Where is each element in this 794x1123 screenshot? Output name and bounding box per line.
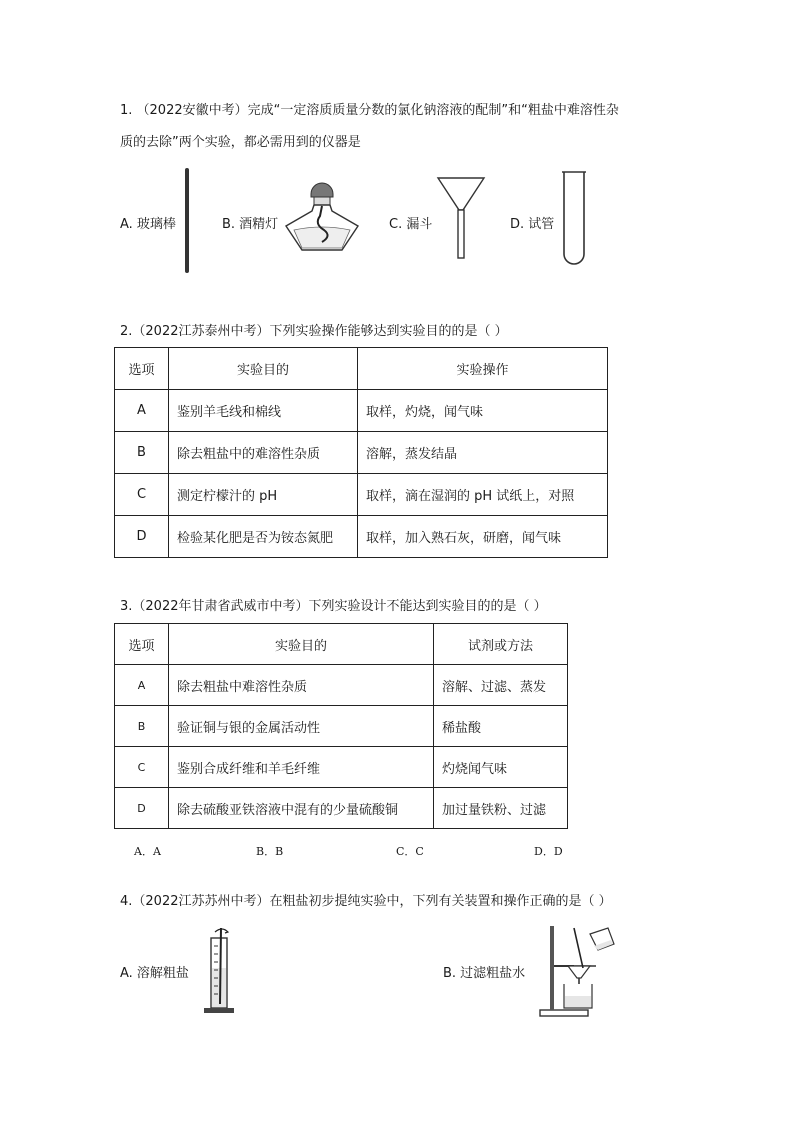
table-cell: 取样，滴在湿润的 pH 试纸上，对照	[358, 474, 608, 516]
table-header-cell: 选项	[115, 348, 169, 390]
alcohol-lamp-icon	[284, 178, 360, 254]
table-cell: 取样，灼烧，闻气味	[358, 390, 608, 432]
table-row	[115, 747, 568, 788]
q3-answer-d: D．D	[534, 845, 563, 858]
q2-table	[114, 347, 608, 558]
q3-table	[114, 623, 568, 829]
table-cell: C	[115, 474, 169, 516]
table-cell: 灼烧闻气味	[434, 747, 568, 788]
q4-option-a: A. 溶解粗盐	[120, 966, 189, 981]
table-cell: D	[115, 788, 169, 829]
table-row	[115, 390, 608, 432]
table-cell: C	[115, 747, 169, 788]
table-cell: 鉴别羊毛线和棉线	[169, 390, 358, 432]
table-cell: 验证铜与银的金属活动性	[169, 706, 434, 747]
table-cell: 测定柠檬汁的 pH	[169, 474, 358, 516]
table-cell: 鉴别合成纤维和羊毛纤维	[169, 747, 434, 788]
table-cell: B	[115, 706, 169, 747]
q1-stem-line1: 1. （2022安徽中考）完成“一定溶质质量分数的氯化钠溶液的配制”和“粗盐中难溶性杂	[120, 103, 619, 118]
table-cell: 稀盐酸	[434, 706, 568, 747]
table-cell: 溶解，蒸发结晶	[358, 432, 608, 474]
table-cell: A	[115, 665, 169, 706]
table-header-row	[115, 348, 608, 390]
table-row	[115, 516, 608, 558]
q3-stem: 3.（2022年甘肃省武威市中考）下列实验设计不能达到实验目的的是（ ）	[120, 599, 547, 614]
table-row	[115, 432, 608, 474]
q1-option-b: B. 酒精灯	[222, 217, 279, 232]
table-cell: 溶解、过滤、蒸发	[434, 665, 568, 706]
q1-option-c: C. 漏斗	[389, 217, 433, 232]
q3-answer-c: C．C	[396, 845, 424, 858]
table-row	[115, 706, 568, 747]
test-tube-icon	[562, 170, 586, 266]
table-header-cell: 实验目的	[169, 624, 434, 665]
table-cell: 除去粗盐中的难溶性杂质	[169, 432, 358, 474]
q4-option-b: B. 过滤粗盐水	[443, 966, 526, 981]
table-cell: B	[115, 432, 169, 474]
table-header-cell: 实验操作	[358, 348, 608, 390]
graduated-cylinder-stirring-icon	[202, 924, 238, 1016]
q4-stem: 4.（2022江苏苏州中考）在粗盐初步提纯实验中，下列有关装置和操作正确的是（ ）	[120, 894, 612, 909]
glass-rod-icon	[182, 168, 192, 274]
table-cell: A	[115, 390, 169, 432]
q3-answer-a: A．A	[134, 845, 161, 858]
q3-answer-b: B．B	[256, 845, 284, 858]
q1-option-d: D. 试管	[510, 217, 555, 232]
table-cell: 检验某化肥是否为铵态氮肥	[169, 516, 358, 558]
filtration-apparatus-icon	[538, 924, 618, 1018]
table-cell: D	[115, 516, 169, 558]
table-header-cell: 试剂或方法	[434, 624, 568, 665]
table-cell: 除去粗盐中难溶性杂质	[169, 665, 434, 706]
table-cell: 除去硫酸亚铁溶液中混有的少量硫酸铜	[169, 788, 434, 829]
q1-stem-line2: 质的去除”两个实验，都必需用到的仪器是	[120, 135, 361, 150]
table-header-cell: 选项	[115, 624, 169, 665]
table-cell: 取样，加入熟石灰，研磨，闻气味	[358, 516, 608, 558]
table-header-cell: 实验目的	[169, 348, 358, 390]
funnel-icon	[436, 176, 486, 260]
table-header-row	[115, 624, 568, 665]
table-row	[115, 665, 568, 706]
table-row	[115, 788, 568, 829]
table-cell: 加过量铁粉、过滤	[434, 788, 568, 829]
q2-stem: 2.（2022江苏泰州中考）下列实验操作能够达到实验目的的是（ ）	[120, 324, 508, 339]
q1-option-a: A. 玻璃棒	[120, 217, 176, 232]
table-row	[115, 474, 608, 516]
